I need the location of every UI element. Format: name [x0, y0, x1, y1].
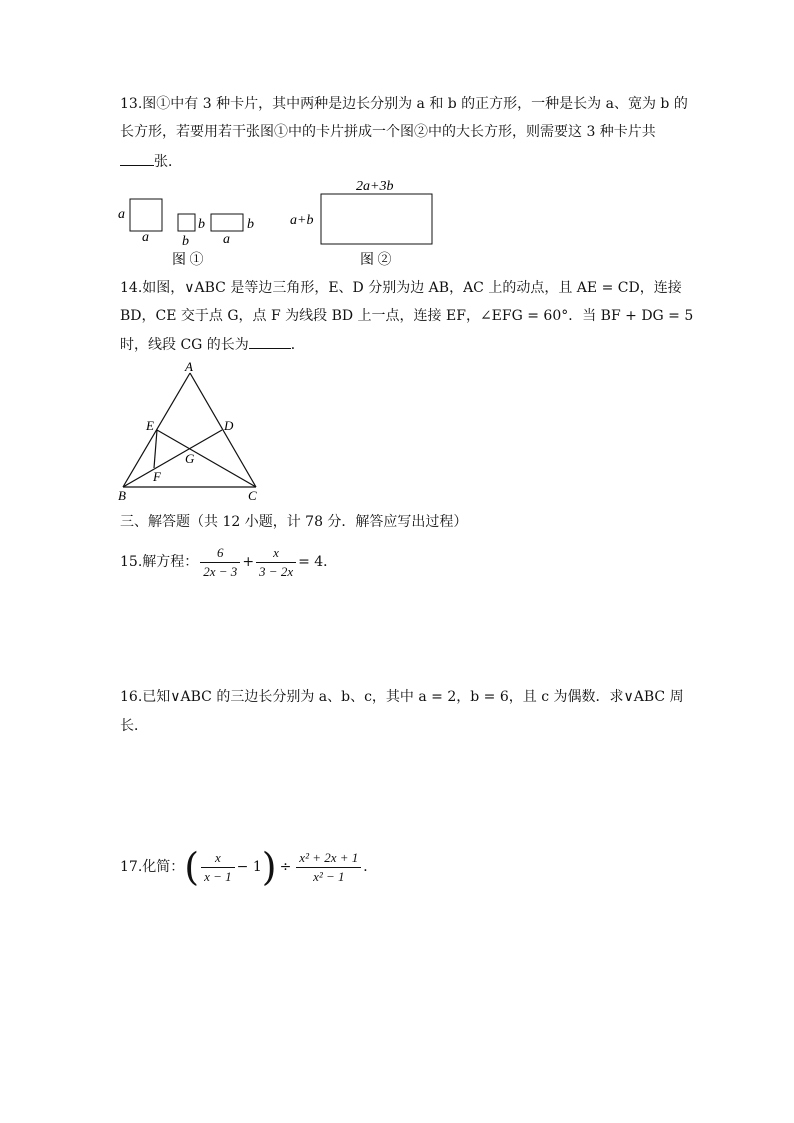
q15-prefix: 15.解方程：: [120, 554, 199, 570]
q17-fraction-1: [201, 849, 235, 886]
left-paren: (: [184, 845, 200, 889]
q17-tail: ．: [363, 859, 378, 875]
q13-figure: [110, 172, 450, 272]
rect-ab: [211, 214, 243, 231]
label-a-left: a: [118, 207, 125, 222]
q14-line3: [120, 334, 305, 355]
q15-fraction-2: [256, 544, 296, 581]
label-F: F: [153, 469, 161, 484]
q14-line3-prefix: 时，线段 CG 的长为: [120, 337, 249, 353]
q13-line3-suffix: 张．: [154, 154, 182, 170]
q17-f1-num: x: [201, 849, 235, 868]
q14-line1: 14.如图，∨ABC 是等边三角形，E、D 分别为边 AB，AC 上的动点，且 AE = CD，连接: [120, 280, 682, 296]
q15-f2-num: x: [256, 544, 296, 563]
q13-line3: [120, 151, 182, 172]
q15-fraction-1: [200, 544, 240, 581]
label-D: D: [224, 418, 234, 433]
q15-plus: +: [242, 554, 255, 570]
label-b-right1: b: [198, 217, 205, 232]
q16-line1: 16.已知∨ABC 的三边长分别为 a、b、c，其中 a = 2，b = 6，且 c 为偶数．求∨ABC 周: [120, 689, 684, 705]
section-heading: 三、解答题（共 12 小题，计 78 分．解答应写出过程）: [120, 514, 468, 530]
square-b: [178, 214, 195, 231]
q15-equation: [120, 541, 337, 583]
label-a-bottom: a: [142, 230, 149, 245]
fig2-top-label: 2a+3b: [356, 179, 394, 194]
label-G: G: [185, 451, 195, 466]
q17-expression: [120, 845, 377, 889]
q17-f1-den: x − 1: [204, 868, 232, 884]
big-rectangle: [321, 194, 432, 244]
q14-line2: BD，CE 交于点 G，点 F 为线段 BD 上一点，连接 EF，∠EFG = 60°．当 BF + DG = 5: [120, 308, 694, 324]
q16-line2: 长．: [120, 718, 148, 734]
q17-minus-one: − 1: [236, 859, 262, 875]
label-a-bottom2: a: [223, 232, 230, 247]
label-B: B: [118, 488, 126, 503]
label-b-right2: b: [247, 217, 254, 232]
label-E: E: [146, 418, 154, 433]
q15-f1-den: 2x − 3: [203, 563, 238, 579]
q17-f2-num: x² + 2x + 1: [296, 849, 361, 868]
q13-line2: 长方形，若要用若干张图①中的卡片拼成一个图②中的大长方形，则需要这 3 种卡片共: [120, 124, 656, 140]
q15-f1-num: 6: [200, 544, 240, 563]
label-C: C: [248, 488, 257, 503]
q13-line1: 13.图①中有 3 种卡片，其中两种是边长分别为 a 和 b 的正方形，一种是长为 a、宽为 b 的: [120, 96, 688, 112]
q17-prefix: 17.化简：: [120, 859, 185, 875]
q15-tail: = 4．: [298, 554, 338, 570]
label-b-bottom: b: [182, 234, 189, 249]
segment-ef: [154, 430, 157, 468]
fig1-caption: 图 ①: [172, 253, 204, 268]
side-ac: [190, 373, 256, 487]
q17-fraction-2: [296, 849, 361, 886]
q15-f2-den: 3 − 2x: [259, 563, 294, 579]
square-a: [130, 199, 162, 231]
right-paren: ): [261, 845, 277, 889]
triangle-figure: [110, 360, 270, 505]
fig2-caption: 图 ②: [360, 253, 392, 268]
q17-f2-den: x² − 1: [313, 868, 345, 884]
answer-blank: [249, 334, 291, 349]
q14-line3-suffix: ．: [290, 337, 305, 353]
answer-blank: [120, 151, 154, 166]
fig2-left-label: a+b: [290, 213, 314, 228]
q17-div: ÷: [279, 859, 292, 875]
label-A: A: [185, 360, 193, 374]
